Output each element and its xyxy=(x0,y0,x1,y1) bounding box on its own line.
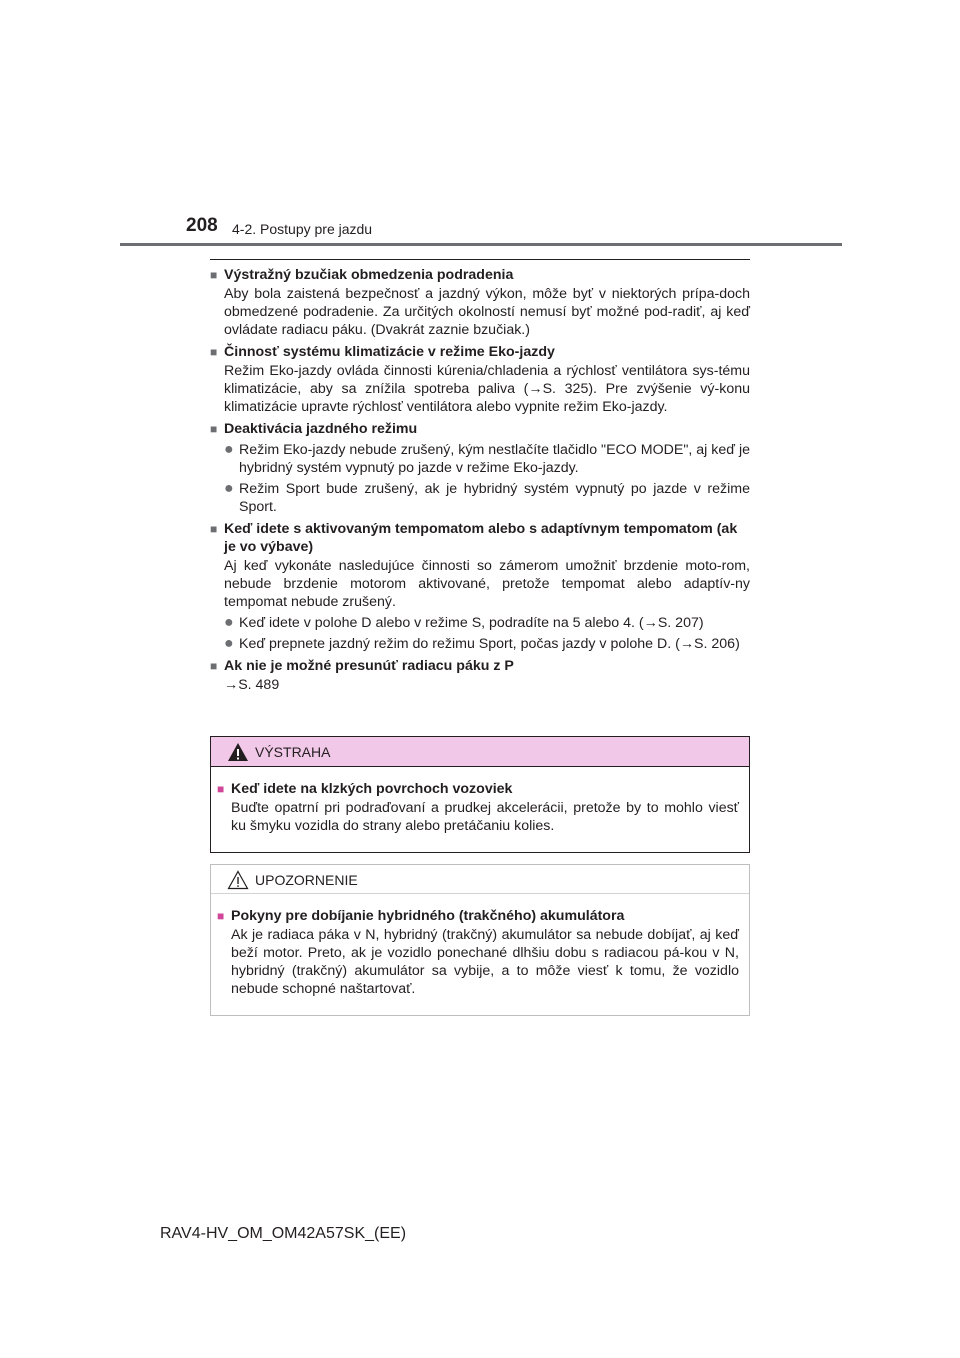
page-number: 208 xyxy=(186,215,218,236)
warning-title: Keď idete na klzkých povrchoch vozoviek xyxy=(231,781,513,797)
section-drive-mode-deactivation xyxy=(210,420,750,516)
round-bullet-icon: ● xyxy=(224,480,234,497)
square-bullet-icon: ■ xyxy=(210,522,218,536)
list-item: ● Keď prepnete jazdný režim do režimu Sport, počas jazdy v polohe D. (→S. 206) xyxy=(224,635,740,652)
warning-text: Buďte opatrní pri podraďovaní a prudkej akcelerácii, pretože by to mohlo viesť ku šmyku vozidla do strany alebo pretáčaniu kolies. xyxy=(231,800,739,834)
caution-text: Ak je radiaca páka v N, hybridný (trakčný) akumulátor sa nebude dobíjať, aj keď beží motor. Preto, ak je vozidlo ponechané dlhšiu dobu s radiacou pá-kou v N, hybridný (trakčný) akumulátor sa vybije, a to môže viesť k tomu, že vozidlo nebude schopné naštartovať. xyxy=(231,927,739,997)
caution-header xyxy=(211,865,749,894)
list-item: ● Režim Eko-jazdy nebude zrušený, kým nestlačíte tlačidlo "ECO MODE", aj keď je hybridný systém vypnutý po jazde v režime Eko-jazdy. xyxy=(224,441,750,476)
section-heading: Deaktivácia jazdného režimu xyxy=(224,421,418,437)
square-bullet-icon: ■ xyxy=(210,268,218,282)
section-title: 4-2. Postupy pre jazdu xyxy=(232,221,373,237)
caution-label: UPOZORNENIE xyxy=(255,872,358,888)
caution-box xyxy=(210,864,750,1016)
section-heading: Ak nie je možné presunúť radiacu páku z P xyxy=(224,658,514,674)
content-top-rule xyxy=(210,259,750,260)
square-bullet-icon: ■ xyxy=(210,659,218,673)
square-bullet-icon: ■ xyxy=(210,345,218,359)
section-eco-climate xyxy=(210,343,750,416)
warning-header xyxy=(211,737,749,767)
section-text: Aj keď vykonáte nasledujúce činnosti so zámerom umožniť brzdenie moto-rom, nebude brzdenie motorom aktivované, pretože tempomat alebo adaptív-ny tempomat nebude zrušený. xyxy=(224,558,750,610)
list-item: ● Keď idete v polohe D alebo v režime S, podradíte na 5 alebo 4. (→S. 207) xyxy=(224,614,704,631)
section-shift-from-p xyxy=(210,657,750,694)
warning-label: VÝSTRAHA xyxy=(255,744,331,760)
warning-box xyxy=(210,736,750,853)
round-bullet-icon: ● xyxy=(224,635,234,652)
document-code: RAV4-HV_OM_OM42A57SK_(EE) xyxy=(160,1225,407,1242)
square-bullet-icon: ■ xyxy=(217,909,225,923)
square-bullet-icon: ■ xyxy=(210,422,218,436)
caution-title: Pokyny pre dobíjanie hybridného (trakčného) akumulátora xyxy=(231,908,625,924)
caution-triangle-icon xyxy=(227,870,249,890)
page-reference-link[interactable]: →S. 489 xyxy=(224,677,280,693)
warning-triangle-icon xyxy=(227,742,249,762)
section-heading: Činnosť systému klimatizácie v režime Eko-jazdy xyxy=(224,344,555,360)
round-bullet-icon: ● xyxy=(224,614,234,631)
round-bullet-icon: ● xyxy=(224,441,234,458)
section-heading: Výstražný bzučiak obmedzenia podradenia xyxy=(224,267,514,283)
section-text: Režim Eko-jazdy ovláda činnosti kúrenia/chladenia a rýchlosť ventilátora sys-tému klimatizácie, aby sa znížila spotreba paliva (→S. 325). Pre zvýšenie vý-konu klimatizácie upravte rýchlosť ventilátora alebo vypnite režim Eko-jazdy. xyxy=(224,363,750,415)
main-content xyxy=(210,266,750,698)
section-downshift-buzzer xyxy=(210,266,750,339)
header-rule xyxy=(120,243,842,246)
section-heading: Keď idete s aktivovaným tempomatom alebo s adaptívnym tempomatom (ak je vo výbave) xyxy=(224,521,738,555)
section-cruise-control xyxy=(210,520,750,653)
square-bullet-icon: ■ xyxy=(217,782,225,796)
list-item: ● Režim Sport bude zrušený, ak je hybridný systém vypnutý po jazde v režime Sport. xyxy=(224,480,750,515)
section-text: Aby bola zaistená bezpečnosť a jazdný výkon, môže byť v niektorých prípa-doch obmedzené podradenie. Za určitých okolností nemusí byť možné pod-radiť, aj keď ovládate radiacu páku. (Dvakrát zaznie bzučiak.) xyxy=(224,286,750,338)
